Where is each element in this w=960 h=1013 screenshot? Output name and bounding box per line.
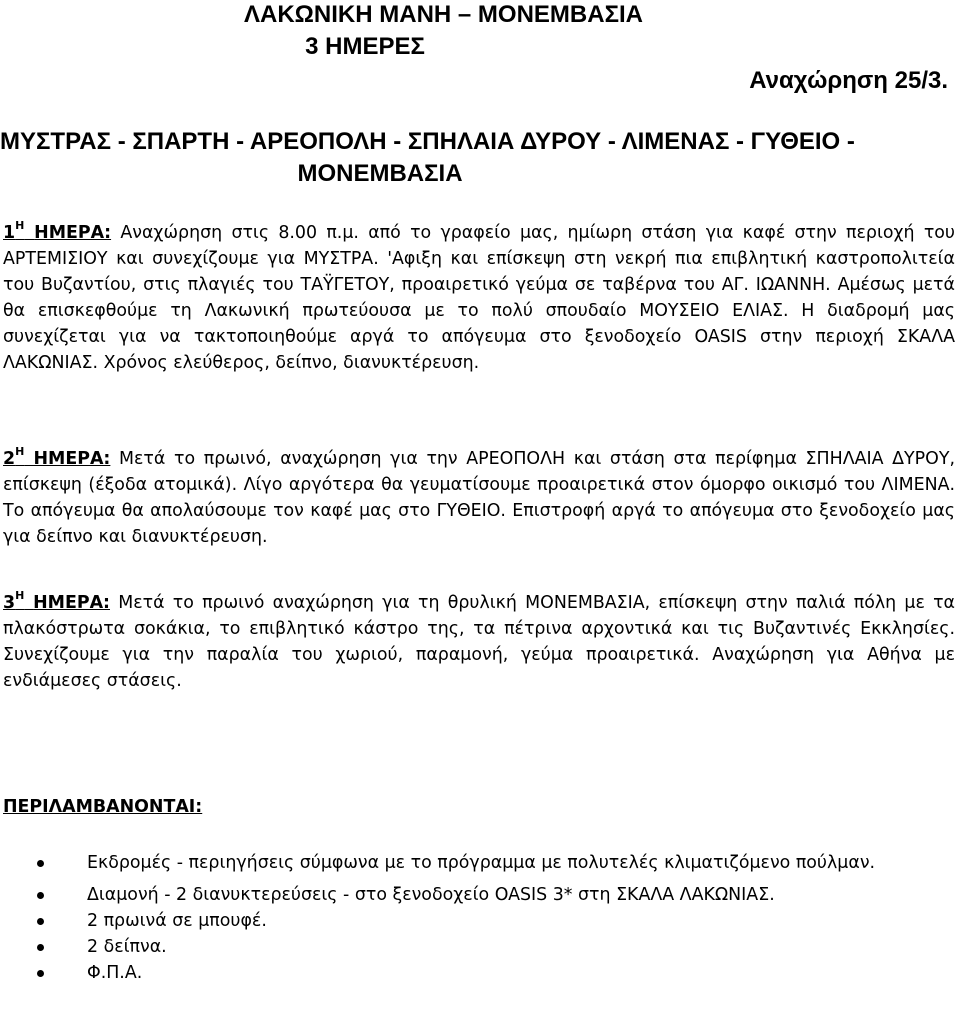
- included-heading: ΠΕΡΙΛΑΜΒΑΝΟΝΤΑΙ:: [3, 797, 203, 817]
- day-3-paragraph: [3, 590, 955, 694]
- list-item: 2 δείπνα.: [0, 934, 927, 960]
- included-list: [0, 850, 960, 986]
- departure-date: Αναχώρηση 25/3.: [749, 67, 948, 94]
- list-item: Φ.Π.Α.: [0, 960, 927, 986]
- day-1-label: $1^H$ ΗΜΕΡΑ:: [3, 219, 112, 243]
- day-2-label: $2^H$ ΗΜΕΡΑ:: [3, 445, 111, 469]
- bullet-icon: [37, 970, 44, 977]
- day-1-text: Αναχώρηση στις 8.00 π.μ. από το γραφείο μας, ημίωρη στάση για καφέ στην περιοχή του ΑΡΤΕΜΙΣΙΟΥ και συνεχίζουμε για ΜΥΣΤΡΑ. 'Αφιξη και επίσκεψη στη νεκρή πια επιβλητική καστροπολιτεία του Βυζαντίου, στις πλαγιές του ΤΑΫΓΕΤΟΥ, προαιρετικό γεύμα σε ταβέρνα του ΑΓ. ΙΩΑΝΝΗ. Αμέσως μετά θα επισκεφθούμε τη Λακωνική πρωτεύουσα με το πολύ σπουδαίο ΜΟΥΣΕΙΟ ΕΛΙΑΣ. Η διαδρομή μας συνεχίζεται για να τακτοποιηθούμε αργά το απόγευμα στο ξενοδοχείο OASIS στην περιοχή ΣΚΑΛΑ ΛΑΚΩΝΙΑΣ. Χρόνος ελεύθερος, δείπνο, διανυκτέρευση.: [3, 223, 955, 373]
- day-1-paragraph: [3, 220, 955, 376]
- day-2-text: Μετά το πρωινό, αναχώρηση για την ΑΡΕΟΠΟΛΗ και στάση στα περίφημα ΣΠΗΛΑΙΑ ΔΥΡΟΥ, επίσκεψη (έξοδα ατομικά). Λίγο αργότερα θα γευματίσουμε προαιρετικά στον όμορφο οικισμό του ΛΙΜΕΝΑ. Το απόγευμα θα απολαύσουμε τον καφέ μας στο ΓΥΘΕΙΟ. Επιστροφή αργά το απόγευμα στο ξενοδοχείο μας για δείπνο και διανυκτέρευση.: [3, 449, 955, 547]
- list-item: Διαμονή - 2 διανυκτερεύσεις - στο ξενοδοχείο OASIS 3* στη ΣΚΑΛΑ ΛΑΚΩΝΙΑΣ.: [0, 882, 927, 908]
- bullet-icon: [37, 892, 44, 899]
- day-3-label: $3^H$ ΗΜΕΡΑ:: [3, 589, 110, 613]
- route-line-2: ΜΟΝΕΜΒΑΣΙΑ: [297, 160, 463, 187]
- day-3-text: Μετά το πρωινό αναχώρηση για τη θρυλική ΜΟΝΕΜΒΑΣΙΑ, επίσκεψη στην παλιά πόλη με τα πλακόστρωτα σοκάκια, το επιβλητικό κάστρο της, τα πέτρινα αρχοντικά και τις Βυζαντινές Εκκλησίες. Συνεχίζουμε για την παραλία του χωριού, παραμονή, γεύμα προαιρετικά. Αναχώρηση για Αθήνα με ενδιάμεσες στάσεις.: [3, 593, 956, 691]
- bullet-icon: [37, 944, 44, 951]
- bullet-icon: [37, 860, 44, 867]
- bullet-icon: [37, 918, 44, 925]
- duration-title: 3 ΗΜΕΡΕΣ: [305, 33, 425, 60]
- day-2-paragraph: [3, 446, 955, 550]
- page-title: ΛΑΚΩΝΙΚΗ ΜΑΝΗ – ΜΟΝΕΜΒΑΣΙΑ: [244, 1, 643, 28]
- list-item: 2 πρωινά σε μπουφέ.: [0, 908, 927, 934]
- route-line-1: ΜΥΣΤΡΑΣ - ΣΠΑΡΤΗ - ΑΡΕΟΠΟΛΗ - ΣΠΗΛΑΙΑ ΔΥΡΟΥ - ΛΙΜΕΝΑΣ - ΓΥΘΕΙΟ -: [0, 128, 855, 155]
- list-item: Εκδρομές - περιηγήσεις σύμφωνα με το πρόγραμμα με πολυτελές κλιματιζόμενο πούλμαν.: [0, 850, 927, 876]
